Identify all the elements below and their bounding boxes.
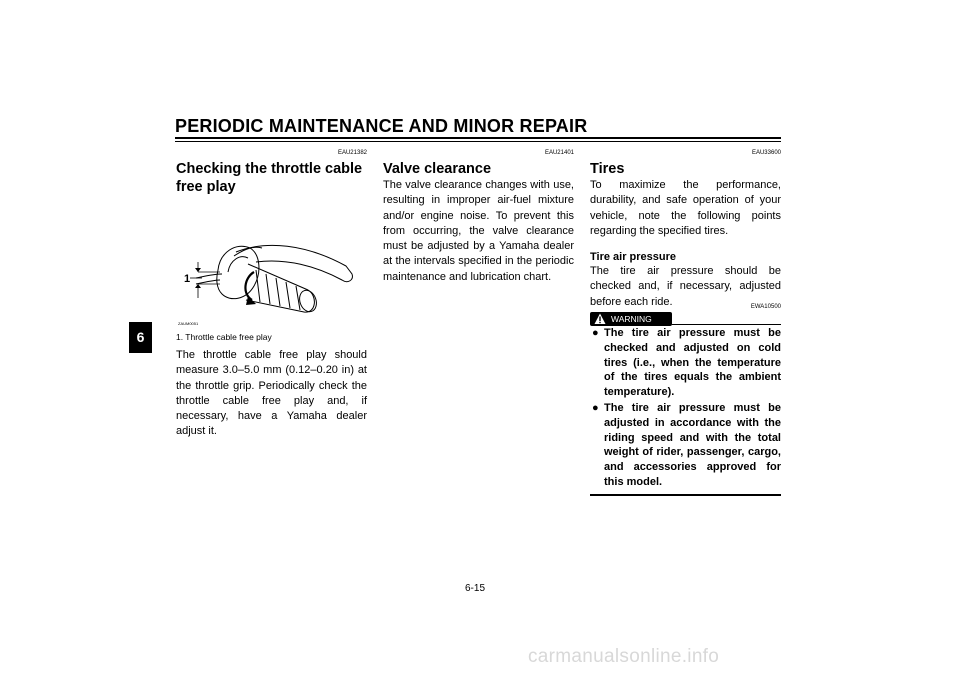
warning-rule [672,324,781,325]
section-intro: To maximize the performance, durability, and safe operation of your vehicle, note the following points regarding the specified tires. [590,179,781,237]
bullet-icon: ● [592,327,599,340]
section-throttle-cable [176,150,367,440]
header-rule-thin [175,141,781,142]
section-body: The valve clearance changes with use, resulting in improper air-fuel mixture and/or engine noise. To prevent this from occurring, the valve clearance must be adjusted by a Yamaha dealer at the intervals specified in the periodic maintenance and lubrication chart. [383,179,574,283]
warning-code: EWA10500 [750,304,781,311]
warning-item-text: The tire air pressure must be checked and adjusted on cold tires (i.e., when the temperature of the tires equals the ambient temperature). [604,327,781,399]
warning-header [590,312,781,326]
section-code: EAU21382 [337,150,367,156]
warning-item [590,401,781,490]
header-rule [175,137,781,139]
callout-1: 1 [184,273,191,285]
section-valve-clearance [383,150,574,285]
subheading-tire-air-pressure: Tire air pressure [590,251,677,264]
warning-item-text: The tire air pressure must be adjusted in accordance with the riding speed and with the total weight of rider, passenger, cargo, and accessories approved for this model. [604,402,781,489]
figure-caption: 1. Throttle cable free play [176,332,272,342]
section-body: The throttle cable free play should measure 3.0–5.0 mm (0.12–0.20 in) at the throttle grip. Periodically check the throttle cable free play and, if necessary, have a Yamaha dealer adjust it. [176,349,367,438]
section-code: EAU21401 [544,150,574,156]
watermark: carmanualsonline.info [528,646,720,667]
section-code: EAU33600 [751,150,781,156]
page-number: 6-15 [465,583,486,594]
section-heading: Valve clearance [383,161,492,177]
throttle-grip-drawing [176,204,367,328]
figure-code: ZAUM0051 [178,321,199,326]
warning-item [590,326,781,400]
warning-badge [590,312,672,326]
warning-list [590,326,781,490]
chapter-tab: 6 [129,322,152,353]
tire-pressure-body: The tire air pressure should be checked and, if necessary, adjusted before each ride. [590,265,781,308]
section-tires [590,150,781,496]
section-heading: Tires [590,161,625,177]
warning-label: WARNING [611,314,652,325]
bullet-icon: ● [592,402,599,415]
throttle-grip-illustration [176,204,367,328]
warning-triangle-icon [594,313,606,325]
warning-end-rule [590,494,781,496]
page-title: PERIODIC MAINTENANCE AND MINOR REPAIR [175,116,588,136]
section-heading: Checking the throttle cable free play [176,161,363,195]
